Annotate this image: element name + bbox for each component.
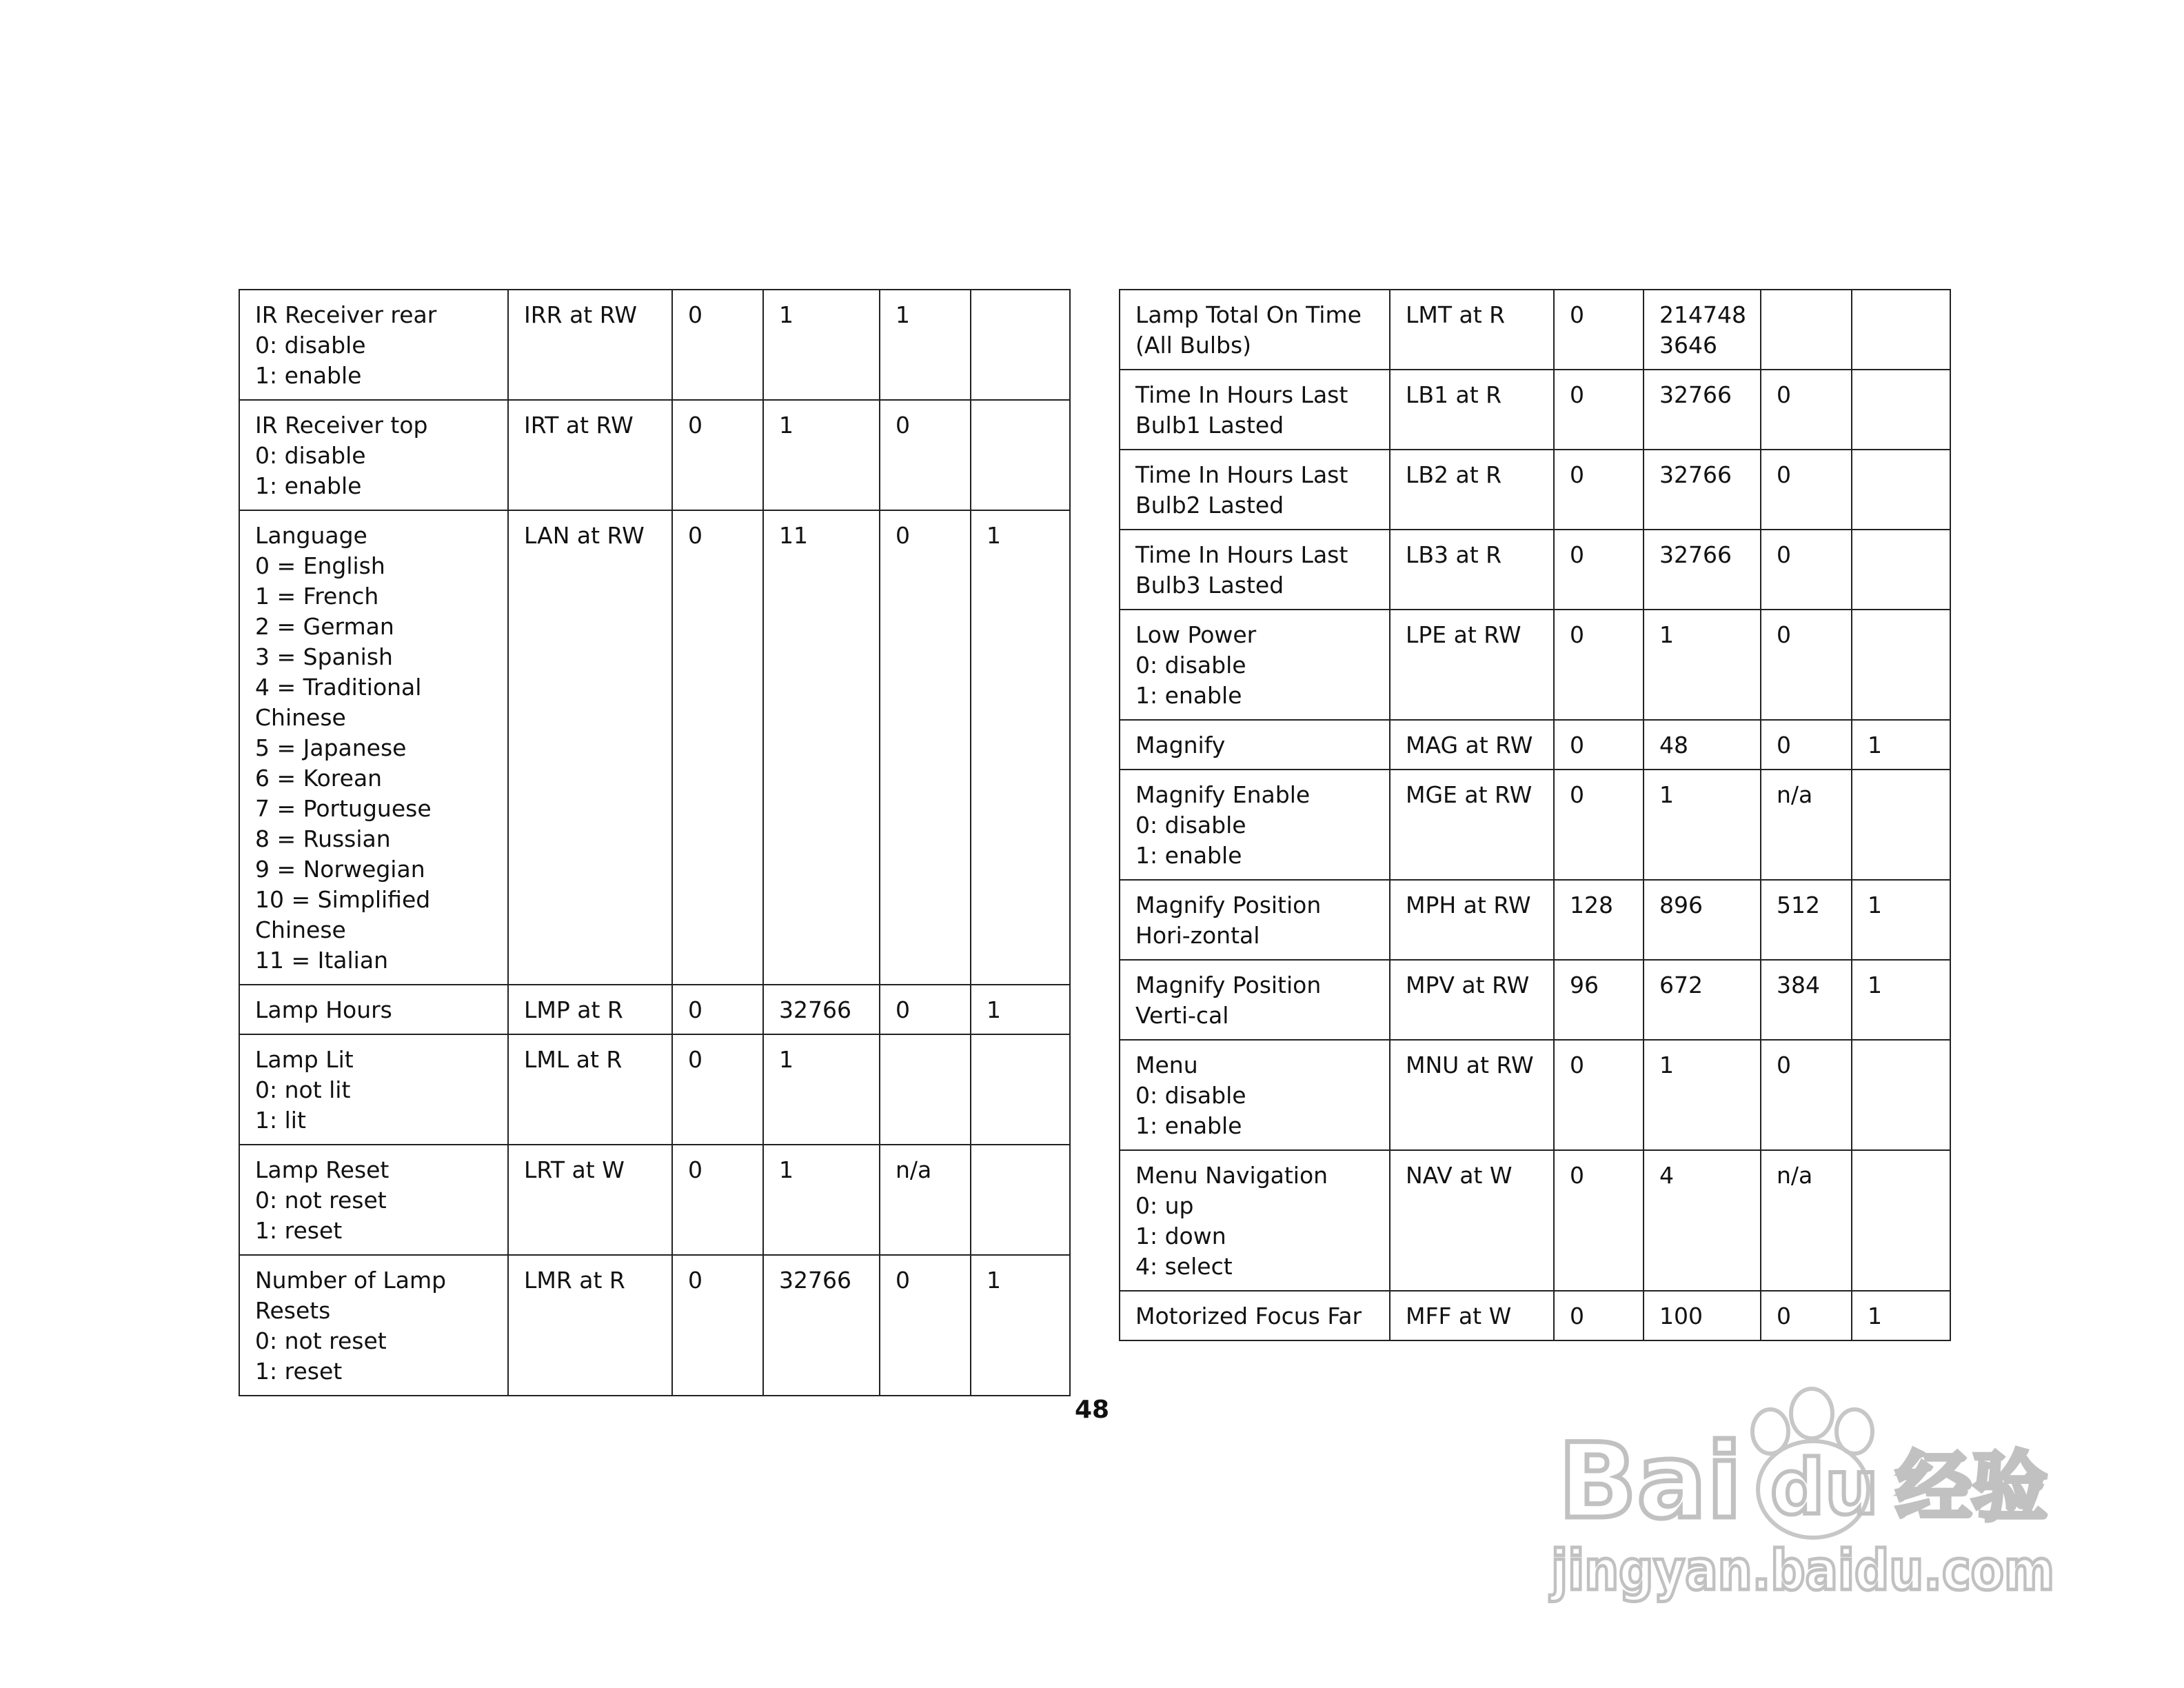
max-cell: 32766 (1644, 450, 1761, 530)
step-cell: 1 (1852, 1291, 1950, 1340)
parameter-cell: Menu Navigation 0: up 1: down 4: select (1120, 1150, 1390, 1291)
table-row (239, 510, 1070, 985)
min-cell: 0 (672, 290, 763, 400)
max-cell: 2147483646 (1644, 290, 1761, 370)
min-cell: 0 (672, 1145, 763, 1255)
table-row (239, 290, 1070, 400)
table-row (239, 985, 1070, 1034)
parameter-cell: Language 0 = English 1 = French 2 = German 3 = Spanish 4 = Traditional Chinese 5 = Japanese 6 = Korean 7 = Portuguese 8 = Russian 9 = Norwegian 10 = Simplified Chinese 11 = Italian (239, 510, 508, 985)
command-cell: MFF at W (1390, 1291, 1554, 1340)
table-row (1120, 1040, 1950, 1150)
min-cell: 128 (1554, 880, 1644, 960)
table-row (1120, 450, 1950, 530)
default-cell (880, 1034, 971, 1145)
min-cell: 0 (1554, 1291, 1644, 1340)
watermark-url: jingyan.baidu.com (1549, 1538, 2054, 1602)
step-cell: 1 (971, 1255, 1070, 1396)
parameter-cell: Menu 0: disable 1: enable (1120, 1040, 1390, 1150)
command-cell: MAG at RW (1390, 720, 1554, 770)
table-row (239, 1145, 1070, 1255)
parameter-cell: Time In Hours Last Bulb2 Lasted (1120, 450, 1390, 530)
max-cell: 1 (763, 400, 880, 510)
watermark-brand: Bai (1558, 1422, 1742, 1542)
max-cell: 1 (763, 1145, 880, 1255)
default-cell: n/a (880, 1145, 971, 1255)
default-cell: 0 (1761, 530, 1852, 610)
command-cell: LMP at R (508, 985, 672, 1034)
table-row (1120, 370, 1950, 450)
min-cell: 0 (672, 1255, 763, 1396)
table-row (239, 1034, 1070, 1145)
default-cell (1761, 290, 1852, 370)
min-cell: 0 (1554, 720, 1644, 770)
step-cell: 1 (1852, 880, 1950, 960)
command-cell: LB1 at R (1390, 370, 1554, 450)
default-cell: 0 (880, 400, 971, 510)
step-cell (1852, 450, 1950, 530)
default-cell: 1 (880, 290, 971, 400)
step-cell: 1 (1852, 960, 1950, 1040)
command-table-left (239, 289, 1071, 1396)
step-cell: 1 (971, 985, 1070, 1034)
default-cell: 384 (1761, 960, 1852, 1040)
min-cell: 0 (672, 400, 763, 510)
step-cell (1852, 770, 1950, 880)
default-cell: n/a (1761, 770, 1852, 880)
table-row (239, 400, 1070, 510)
command-cell: LAN at RW (508, 510, 672, 985)
min-cell: 96 (1554, 960, 1644, 1040)
default-cell: 0 (880, 1255, 971, 1396)
min-cell: 0 (672, 510, 763, 985)
max-cell: 32766 (1644, 530, 1761, 610)
command-cell: IRR at RW (508, 290, 672, 400)
command-cell: MNU at RW (1390, 1040, 1554, 1150)
table-row (1120, 720, 1950, 770)
step-cell (971, 290, 1070, 400)
min-cell: 0 (672, 985, 763, 1034)
table-row (1120, 610, 1950, 720)
min-cell: 0 (1554, 370, 1644, 450)
default-cell: 0 (1761, 450, 1852, 530)
default-cell: 0 (880, 510, 971, 985)
parameter-cell: Lamp Reset 0: not reset 1: reset (239, 1145, 508, 1255)
step-cell (971, 1034, 1070, 1145)
command-cell: MPH at RW (1390, 880, 1554, 960)
max-cell: 4 (1644, 1150, 1761, 1291)
table-row (1120, 960, 1950, 1040)
min-cell: 0 (1554, 450, 1644, 530)
default-cell: 0 (1761, 720, 1852, 770)
default-cell: 0 (1761, 370, 1852, 450)
max-cell: 1 (1644, 770, 1761, 880)
command-cell: LB3 at R (1390, 530, 1554, 610)
parameter-cell: Magnify Enable 0: disable 1: enable (1120, 770, 1390, 880)
command-cell: NAV at W (1390, 1150, 1554, 1291)
watermark-cn: 经验 (1896, 1443, 2048, 1531)
step-cell: 1 (1852, 720, 1950, 770)
parameter-cell: Motorized Focus Far (1120, 1291, 1390, 1340)
table-row (239, 1255, 1070, 1396)
max-cell: 100 (1644, 1291, 1761, 1340)
parameter-cell: Lamp Lit 0: not lit 1: lit (239, 1034, 508, 1145)
step-cell (1852, 370, 1950, 450)
step-cell (1852, 530, 1950, 610)
default-cell: 0 (1761, 1040, 1852, 1150)
table-row (1120, 880, 1950, 960)
table-row (1120, 1150, 1950, 1291)
command-cell: MPV at RW (1390, 960, 1554, 1040)
step-cell (1852, 610, 1950, 720)
max-cell: 1 (1644, 610, 1761, 720)
table-row (1120, 530, 1950, 610)
step-cell (971, 1145, 1070, 1255)
command-cell: LML at R (508, 1034, 672, 1145)
min-cell: 0 (1554, 1040, 1644, 1150)
parameter-cell: Number of Lamp Resets 0: not reset 1: reset (239, 1255, 508, 1396)
max-cell: 1 (1644, 1040, 1761, 1150)
command-cell: LB2 at R (1390, 450, 1554, 530)
table-body (1120, 290, 1950, 1340)
command-cell: LMR at R (508, 1255, 672, 1396)
parameter-cell: IR Receiver rear 0: disable 1: enable (239, 290, 508, 400)
baidu-watermark-logo (1551, 1365, 2061, 1600)
min-cell: 0 (672, 1034, 763, 1145)
parameter-cell: Magnify Position Verti-cal (1120, 960, 1390, 1040)
max-cell: 32766 (763, 1255, 880, 1396)
max-cell: 672 (1644, 960, 1761, 1040)
default-cell: 0 (880, 985, 971, 1034)
parameter-cell: Lamp Total On Time (All Bulbs) (1120, 290, 1390, 370)
max-cell: 32766 (1644, 370, 1761, 450)
default-cell: 0 (1761, 1291, 1852, 1340)
step-cell (971, 400, 1070, 510)
watermark-brand-du: du (1770, 1443, 1879, 1531)
max-cell: 48 (1644, 720, 1761, 770)
min-cell: 0 (1554, 290, 1644, 370)
default-cell: 0 (1761, 610, 1852, 720)
step-cell: 1 (971, 510, 1070, 985)
max-cell: 1 (763, 1034, 880, 1145)
table-row (1120, 770, 1950, 880)
command-cell: LMT at R (1390, 290, 1554, 370)
table-row (1120, 1291, 1950, 1340)
step-cell (1852, 1150, 1950, 1291)
parameter-cell: Lamp Hours (239, 985, 508, 1034)
max-cell: 32766 (763, 985, 880, 1034)
parameter-cell: Magnify (1120, 720, 1390, 770)
step-cell (1852, 290, 1950, 370)
max-cell: 11 (763, 510, 880, 985)
parameter-cell: Time In Hours Last Bulb1 Lasted (1120, 370, 1390, 450)
parameter-cell: Low Power 0: disable 1: enable (1120, 610, 1390, 720)
step-cell (1852, 1040, 1950, 1150)
default-cell: 512 (1761, 880, 1852, 960)
command-table-right (1119, 289, 1951, 1341)
default-cell: n/a (1761, 1150, 1852, 1291)
min-cell: 0 (1554, 1150, 1644, 1291)
min-cell: 0 (1554, 610, 1644, 720)
parameter-cell: Magnify Position Hori-zontal (1120, 880, 1390, 960)
table-row (1120, 290, 1950, 370)
page-number: 48 (1074, 1396, 1110, 1424)
max-cell: 896 (1644, 880, 1761, 960)
parameter-cell: IR Receiver top 0: disable 1: enable (239, 400, 508, 510)
max-cell: 1 (763, 290, 880, 400)
command-cell: LPE at RW (1390, 610, 1554, 720)
min-cell: 0 (1554, 530, 1644, 610)
parameter-cell: Time In Hours Last Bulb3 Lasted (1120, 530, 1390, 610)
command-cell: LRT at W (508, 1145, 672, 1255)
table-body (239, 290, 1070, 1396)
command-cell: MGE at RW (1390, 770, 1554, 880)
min-cell: 0 (1554, 770, 1644, 880)
command-cell: IRT at RW (508, 400, 672, 510)
